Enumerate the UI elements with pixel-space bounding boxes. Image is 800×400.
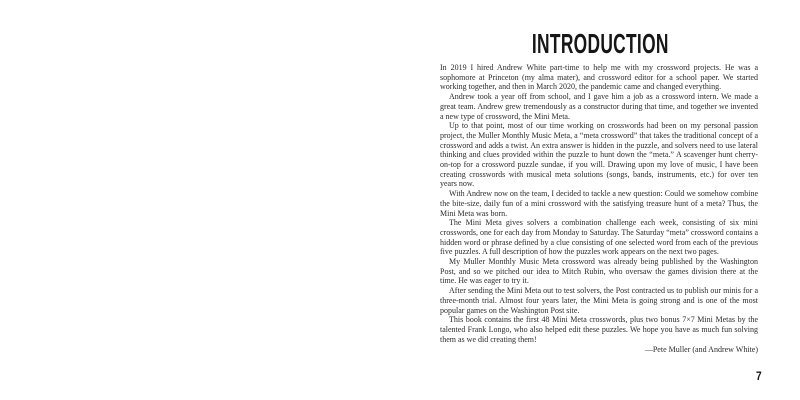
paragraph: My Muller Monthly Music Meta crossword was already being published by the Washington Post, and so we pitched our idea to Mitch Rubin, who oversaw the games division there at the time. He was eager to try it. — [440, 257, 758, 286]
paragraph: After sending the Mini Meta out to test solvers, the Post contracted us to publish our minis for a three-month trial. Almost four years later, the Mini Meta is going strong and is one of the most popular games on the Washington Post site. — [440, 286, 758, 315]
page-title-text: INTRODUCTION — [531, 28, 669, 59]
paragraph: Up to that point, most of our time working on crosswords had been on my personal passion project, the Muller Monthly Music Meta, a “meta crossword” that takes the traditional concept of a crossword and adds a twist. An extra answer is hidden in the puzzle, and solvers need to use lateral thinking and clues provided within the puzzle to hunt down the “meta.” A scavenger hunt cherry-on-top for a crossword puzzle sundae, if you will. Drawing upon my love of music, I have been creating crosswords with musical meta solutions (songs, bands, instruments, etc.) for over ten years now. — [440, 121, 758, 189]
paragraph: In 2019 I hired Andrew White part-time to help me with my crossword projects. He was a sophomore at Princeton (my alma mater), and crossword editor for a school paper. We started working together, and then in March 2020, the pandemic came and changed everything. — [440, 63, 758, 92]
paragraph: Andrew took a year off from school, and I gave him a job as a crossword intern. We made a great team. Andrew grew tremendously as a constructor during that time, and together we invented a new type of crossword, the Mini Meta. — [440, 92, 758, 121]
paragraph: With Andrew now on the team, I decided to tackle a new question: Could we somehow combine the bite-size, daily fun of a mini crossword with the satisfying treasure hunt of a meta? Thus, the Mini Meta was born. — [440, 189, 758, 218]
page-number: 7 — [756, 369, 762, 383]
page-title — [400, 27, 800, 57]
paragraph: The Mini Meta gives solvers a combination challenge each week, consisting of six mini crosswords, one for each day from Monday to Saturday. The Saturday “meta” crossword contains a hidden word or phrase defined by a clue consisting of one selected word from each of the previous five puzzles. A full description of how the puzzles work appears on the next two pages. — [440, 218, 758, 257]
introduction-page — [400, 0, 800, 400]
attribution: —Pete Muller (and Andrew White) — [644, 345, 758, 355]
paragraph: This book contains the first 48 Mini Meta crosswords, plus two bonus 7×7 Mini Metas by the talented Frank Longo, who also helped edit these puzzles. We hope you have as much fun solving them as we did creating them! — [440, 315, 758, 344]
body-text — [440, 63, 758, 344]
